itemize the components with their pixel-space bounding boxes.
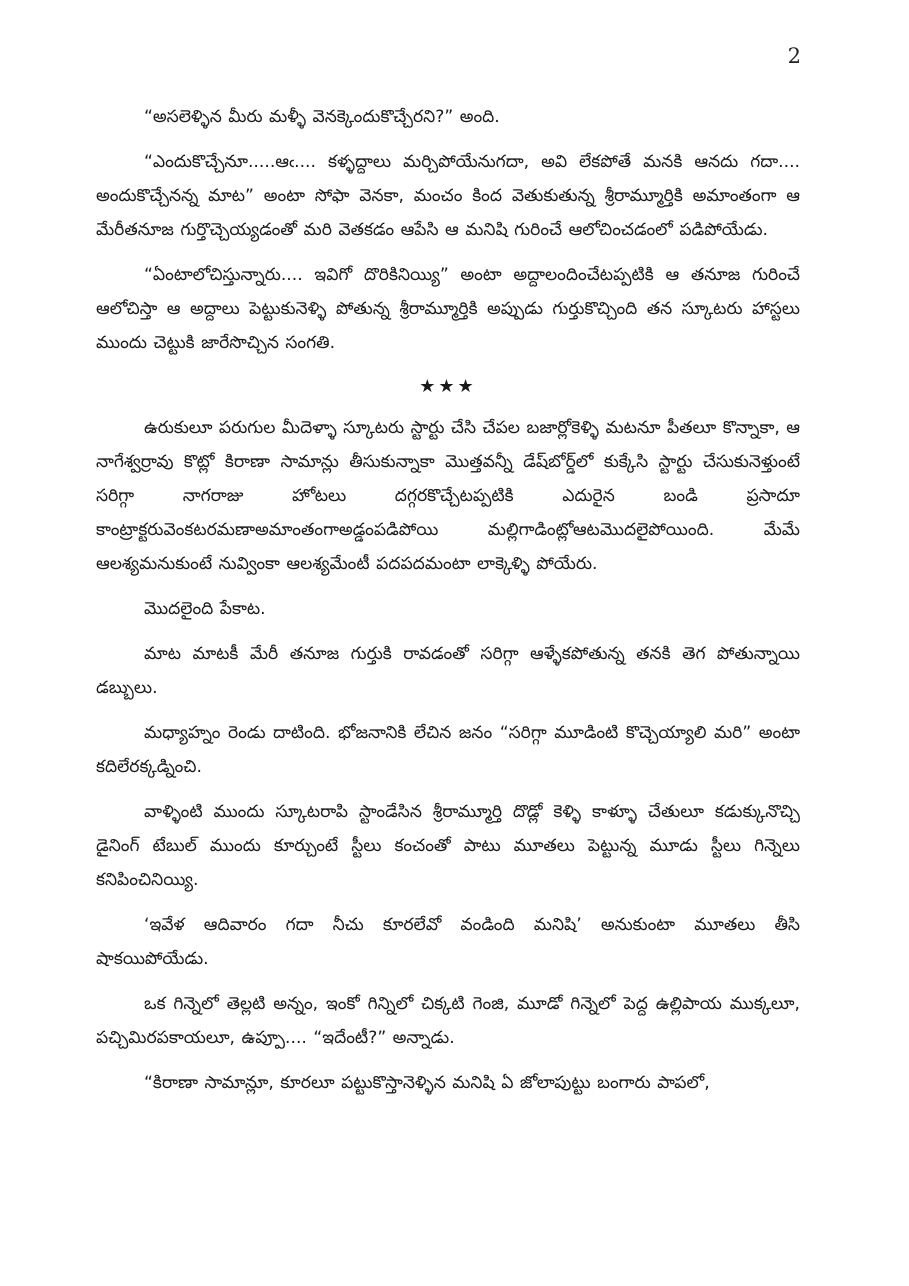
page-number: 2 [787, 44, 801, 68]
paragraph: వాళ్ళింటి ముందు స్కూటరాపి స్టాండేసిన శ్రీరామ్మూర్తి దొడ్లో కెళ్ళి కాళ్ళూ చేతులూ కడుక్కునొచ్చి డైనింగ్ టేబుల్ ముందు కూర్చుంటే స్టీలు కంచంతో పాటు మూతలు పెట్టున్న మూడు స్టీలు గిన్నెలు కనిపించినియ్యి. [96, 802, 800, 890]
paragraph: మొదలైంది పేకాట. [144, 599, 266, 619]
paragraph: ‘ఇవేళ ఆదివారం గదా నీచు కూరలేవో వండింది మనిషి’ అనుకుంటా మూతలు తీసి షాకయిపోయేడు. [96, 915, 800, 969]
paragraph: “కిరాణా సామాన్లూ, కూరలూ పట్టుకొస్తానెళ్ళిన మనిషి ఏ జోలాపుట్టు బంగారు పాపలో, [144, 1073, 710, 1093]
paragraph: “ఏంటాలోచిస్తున్నారు.... ఇవిగో దొరికినియ్యి” అంటా అద్దాలందించేటప్పటికి ఆ తనూజ గురించే ఆలోచిస్తా ఆ అద్దాలు పెట్టుకునెళ్ళి పోతున్న శ్రీరామ్మూర్తికి అప్పుడు గుర్తుకొచ్చింది తన స్కూటరు హాస్టలు ముందు చెట్టుకి జారేసొచ్చిన సంగతి. [96, 265, 800, 353]
paragraph: మాట మాటకీ మేరీ తనూజ గుర్తుకి రావడంతో సరిగ్గా ఆళ్ళేకపోతున్న తనకి తెగ పోతున్నాయి డబ్బులు. [96, 644, 800, 698]
paragraph: “అసలెళ్ళిన మీరు మళ్ళీ వెనక్కెందుకొచ్చేరని?” అంది. [144, 107, 500, 127]
body-text [96, 100, 800, 1111]
paragraph: “ఎందుకొచ్చేనూ.....ఆఁ.... కళ్ళద్దాలు మర్చిపోయేనుగదా, అవి లేకపోతే మనకి ఆనదు గదా.... అందుకొచ్చేనన్న మాట” అంటా సోఫా వెనకా, మంచం కింద వెతుకుతున్న శ్రీరామ్మూర్తికి అమాంతంగా ఆ మేరీతనూజ గుర్తొచ్చెయ్యడంతో మరి వెతకడం ఆపేసి ఆ మనిషి గురించే ఆలోచించడంలో పడిపోయేడు. [96, 152, 800, 240]
paragraph: మధ్యాహ్నం రెండు దాటింది. భోజనానికి లేచిన జనం “సరిగ్గా మూడింటి కొచ్చెయ్యాలి మరి” అంటా కదిలేరక్కడ్నించి. [96, 723, 800, 777]
paragraph: ఒక గిన్నెలో తెల్లటి అన్నం, ఇంకో గిన్నిలో చిక్కటి గెంజి, మూడో గిన్నెలో పెద్ద ఉల్లిపాయ ముక్కలూ, పచ్చిమిరపకాయలూ, ఉప్పూ.... “ఇదేంటీ?” అన్నాడు. [96, 994, 800, 1048]
section-separator: ★★★ [419, 376, 477, 397]
paragraph: ఉరుకులూ పరుగుల మీదెళ్ళా స్కూటరు స్టార్టు చేసి చేపల బజార్లోకెళ్ళి మటనూ పీతలూ కొన్నాకా, ఆ నాగేశ్వర్రావు కొట్లో కిరాణా సామాన్లు తీసుకున్నాకా మొత్తవన్నీ డేష్‌బోర్డ్‌లో కుక్కేసి స్టార్టు చేసుకునెళ్తుంటే సరిగ్గా నాగరాజు హోటలు దగ్గరకొచ్చేటప్పటికి ఎదురైన బండి ప్రసాదూ కాంట్రాక్టరువెంకటరమణాఅమాంతంగాఅడ్డంపడిపోయి మల్లిగాడింట్లోఆటమొదలైపోయింది. మేమే ఆలశ్యమనుకుంటే నువ్వింకా ఆలశ్యమేంటీ పదపదమంటా లాక్కెళ్ళి పోయేరు. [96, 418, 800, 574]
